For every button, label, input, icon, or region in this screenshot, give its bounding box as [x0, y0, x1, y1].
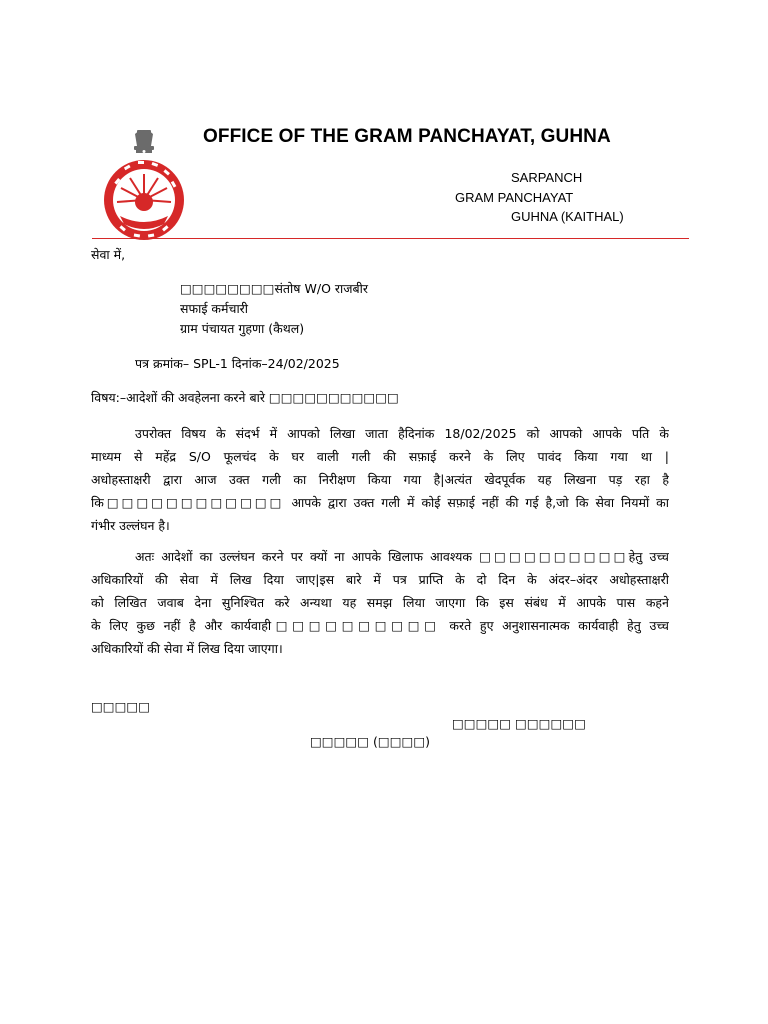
addressee-place: ग्राम पंचायत गुहणा (कैथल) [180, 321, 305, 336]
header-divider [92, 238, 689, 239]
paragraph-line: उपरोक्त विषय के संदर्भ में आपको लिखा जाता हैदिनांक 18/02/2025 को आपको आपके पति के [135, 426, 669, 441]
body-paragraph-2 [91, 545, 669, 660]
paragraph-line: अधोहस्ताक्षरी द्वारा आज उक्त गली का निरीक्षण किया गया है|अत्यंत खेदपूर्वक यह लिखना पड़ रहा है [91, 472, 669, 487]
paragraph-line: अधिकारियों की सेवा में लिख दिया जाए|इस बारे में पत्र प्राप्ति के दो दिन के अंदर–अंदर अधोहस्ताक्षरी [91, 572, 669, 587]
paragraph-line: माध्यम से महेंद्र S/O फूलचंद के घर वाली गली की सफ़ाई करने के लिए पावंद किया गया था | [91, 449, 669, 464]
lion-capital-icon [134, 130, 154, 153]
signature-title: □□□□□ (□□□□) [310, 734, 431, 749]
office-title: OFFICE OF THE GRAM PANCHAYAT, GUHNA [203, 126, 611, 147]
paragraph-line: कि□□□□□□□□□□□□ आपके द्वारा उक्त गली में कोई सफ़ाई नहीं की गई है,जो कि सेवा नियमों का [91, 495, 669, 510]
subject-line: विषय:–आदेशों की अवहेलना करने बारे □□□□□□□□□□□ [91, 390, 399, 405]
addressee-designation: सफाई कर्मचारी [180, 301, 249, 316]
paragraph-line: अतः आदेशों का उल्लंघन करने पर क्यों ना आपके खिलाफ आवश्यक □□□□□□□□□□हेतु उच्च [135, 549, 669, 564]
header-location: GUHNA (KAITHAL) [511, 209, 624, 224]
paragraph-line: के लिए कुछ नहीं है और कार्यवाही□□□□□□□□□□ करते हुए अनुशासनात्मक कार्यवाही हेतु उच्च [91, 618, 669, 633]
header-gram-panchayat: GRAM PANCHAYAT [455, 190, 574, 205]
paragraph-line: गंभीर उल्लंघन है। [91, 518, 170, 533]
body-paragraph-1 [91, 422, 669, 537]
footer-left-text: □□□□□ [91, 699, 151, 714]
signature-block: □□□□□ □□□□□□ [452, 716, 586, 731]
reference-line: पत्र क्रमांक– SPL-1 दिनांक–24/02/2025 [135, 356, 340, 371]
header-sarpanch: SARPANCH [511, 170, 583, 185]
haryana-emblem-logo [90, 124, 198, 244]
paragraph-line: अधिकारियों की सेवा में लिख दिया जाएगा। [91, 641, 283, 656]
salutation: सेवा में, [91, 247, 126, 262]
paragraph-line: को लिखित जवाब देना सुनिश्चित करे अन्यथा यह समझ लिया जाएगा कि इस संबंध में आपके पास कहने [91, 595, 669, 610]
addressee-name: □□□□□□□□संतोष W/O राजबीर [180, 281, 368, 296]
